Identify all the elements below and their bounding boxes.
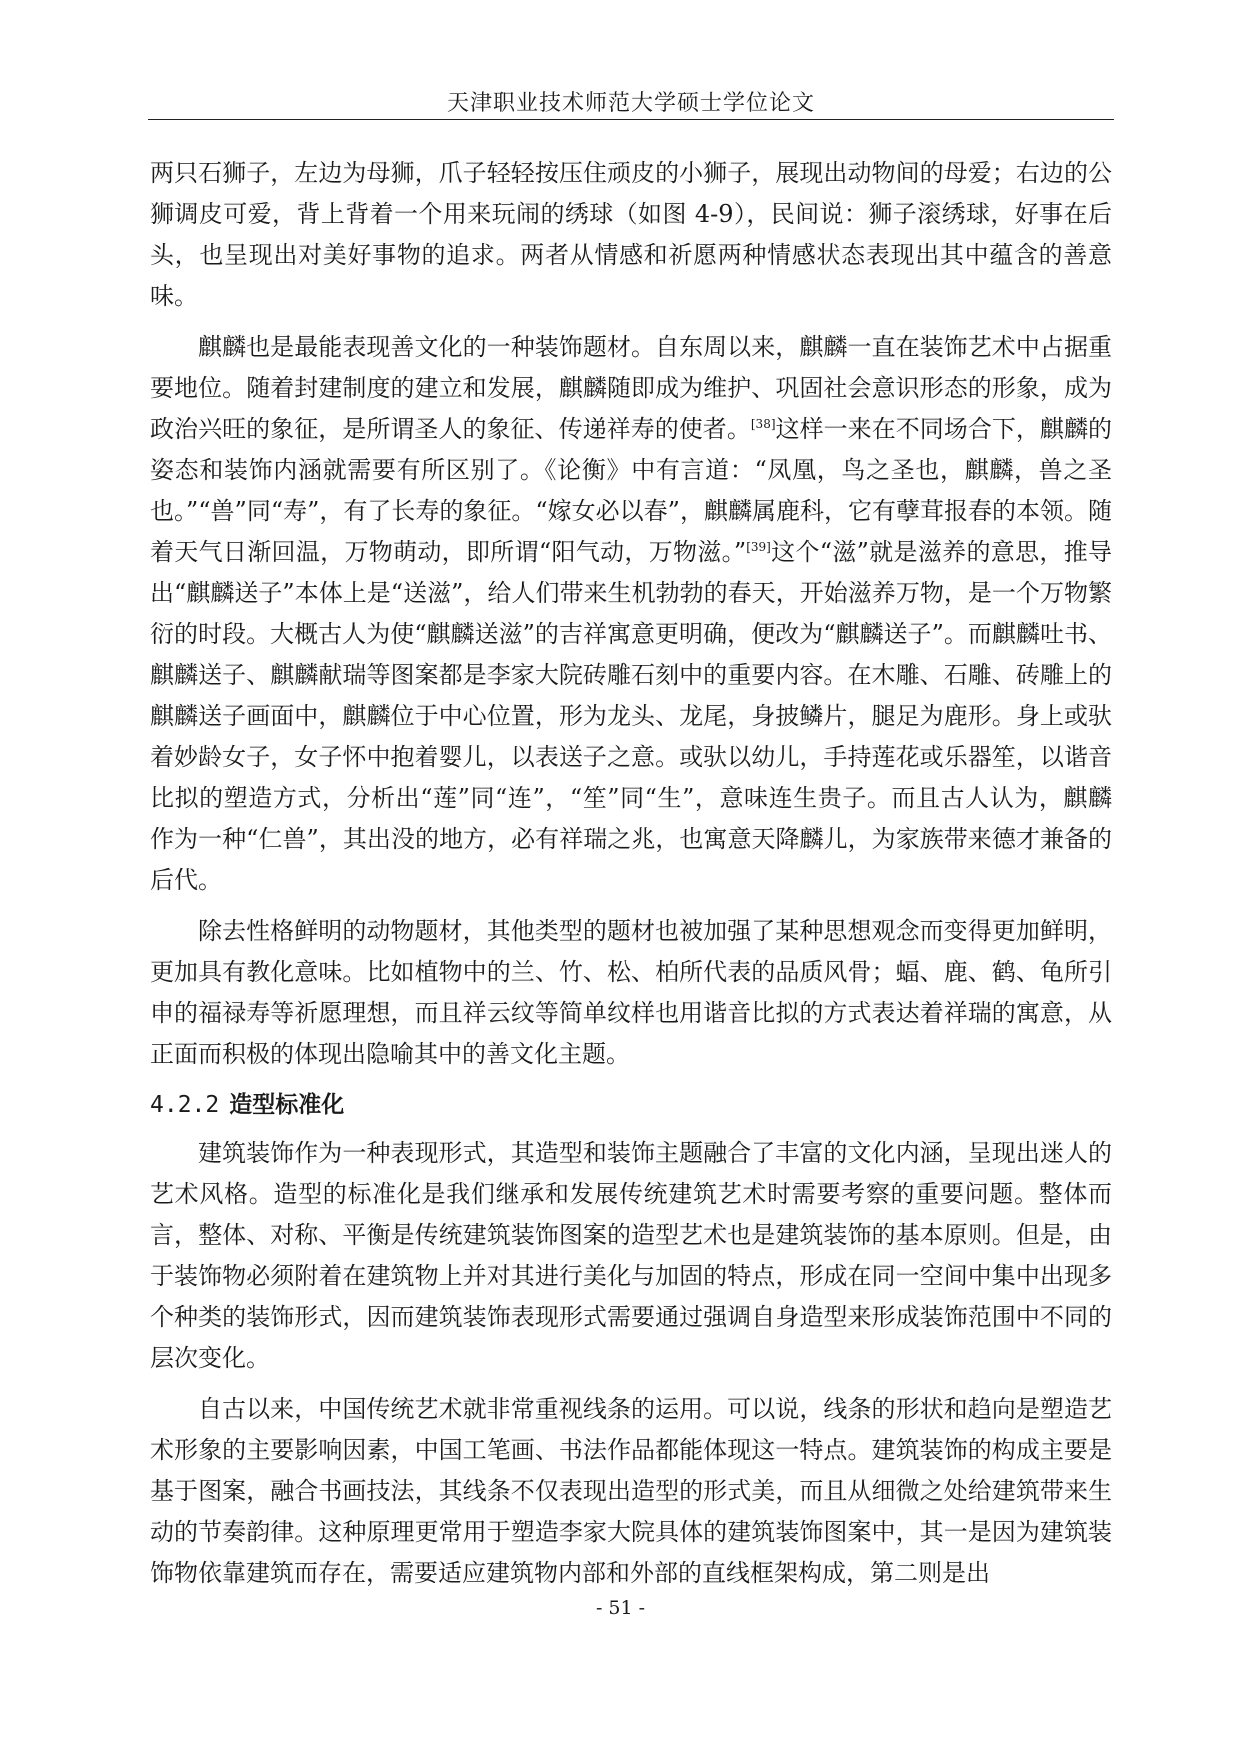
paragraph-1: 两只石狮子，左边为母狮，爪子轻轻按压住顽皮的小狮子，展现出动物间的母爱；右边的公狮调皮可爱，背上背着一个用来玩闹的绣球（如图 4-9），民间说：狮子滚绣球，好事在后头，也呈现出对美好事物的追求。两者从情感和祈愿两种情感状态表现出其中蕴含的善意味。 (150, 159, 1112, 310)
body-text (150, 153, 1112, 1604)
paragraph-2-part-3: 这个“滋”就是滋养的意思，推导出“麒麟送子”本体上是“送滋”，给人们带来生机勃勃的春天，开始滋养万物，是一个万物繁衍的时段。大概古人为使“麒麟送滋”的吉祥寓意更明确，便改为“麒麟送子”。而麒麟吐书、麒麟送子、麒麟献瑞等图案都是李家大院砖雕石刻中的重要内容。在木雕、石雕、砖雕上的麒麟送子画面中，麒麟位于中心位置，形为龙头、龙尾，身披鳞片，腿足为鹿形。身上或驮着妙龄女子，女子怀中抱着婴儿，以表送子之意。或驮以幼儿，手持莲花或乐器笙，以谐音比拟的塑造方式，分析出“莲”同“连”，“笙”同“生”，意味连生贵子。而且古人认为，麒麟作为一种“仁兽”，其出没的地方，必有祥瑞之兆，也寓意天降麟儿，为家族带来德才兼备的后代。 (150, 538, 1112, 894)
section-heading (150, 1085, 1112, 1125)
citation-38: [38] (750, 417, 776, 431)
paragraph-5: 自古以来，中国传统艺术就非常重视线条的运用。可以说，线条的形状和趋向是塑造艺术形象的主要影响因素，中国工笔画、书法作品都能体现这一特点。建筑装饰的构成主要是基于图案，融合书画技法，其线条不仅表现出造型的形式美，而且从细微之处给建筑带来生动的节奏韵律。这种原理更常用于塑造李家大院具体的建筑装饰图案中，其一是因为建筑装饰物依靠建筑而存在，需要适应建筑物内部和外部的直线框架构成，第二则是出 (150, 1395, 1112, 1587)
section-title: 造型标准化 (229, 1092, 345, 1118)
paragraph-2-part-1: 麒麟也是最能表现善文化的一种装饰题材。自东周以来，麒麟一直在装饰艺术中占据重要地位。随着封建制度的建立和发展，麒麟随即成为维护、巩固社会意识形态的形象，成为政治兴旺的象征，是所谓圣人的象征、传递祥寿的使者。 (150, 333, 1112, 443)
header-rule (148, 119, 1114, 120)
paragraph-3: 除去性格鲜明的动物题材，其他类型的题材也被加强了某种思想观念而变得更加鲜明，更加具有教化意味。比如植物中的兰、竹、松、柏所代表的品质风骨；蝠、鹿、鹤、龟所引申的福禄寿等祈愿理想，而且祥云纹等简单纹样也用谐音比拟的方式表达着祥瑞的寓意，从正面而积极的体现出隐喻其中的善文化主题。 (150, 917, 1112, 1068)
page-number: - 51 - (595, 1597, 646, 1619)
paragraph-2-part-2: 这样一来在不同场合下，麒麟的姿态和装饰内涵就需要有所区别了。《论衡》中有言道：“凤凰，鸟之圣也，麒麟，兽之圣也。”“兽”同“寿”，有了长寿的象征。“嫁女必以春”，麒麟属鹿科，它有孽茸报春的本领。随着天气日渐回温，万物萌动，即所谓“阳气动，万物滋。” (150, 415, 1113, 566)
citation-39: [39] (746, 540, 771, 554)
paragraph-2 (150, 327, 1112, 901)
section-number: 4.2.2 (150, 1092, 220, 1118)
running-header: 天津职业技术师范大学硕士学位论文 (446, 91, 815, 116)
paragraph-4: 建筑装饰作为一种表现形式，其造型和装饰主题融合了丰富的文化内涵，呈现出迷人的艺术风格。造型的标准化是我们继承和发展传统建筑艺术时需要考察的重要问题。整体而言，整体、对称、平衡是传统建筑装饰图案的造型艺术也是建筑装饰的基本原则。但是，由于装饰物必须附着在建筑物上并对其进行美化与加固的特点，形成在同一空间中集中出现多个种类的装饰形式，因而建筑装饰表现形式需要通过强调自身造型来形成装饰范围中不同的层次变化。 (150, 1139, 1112, 1372)
